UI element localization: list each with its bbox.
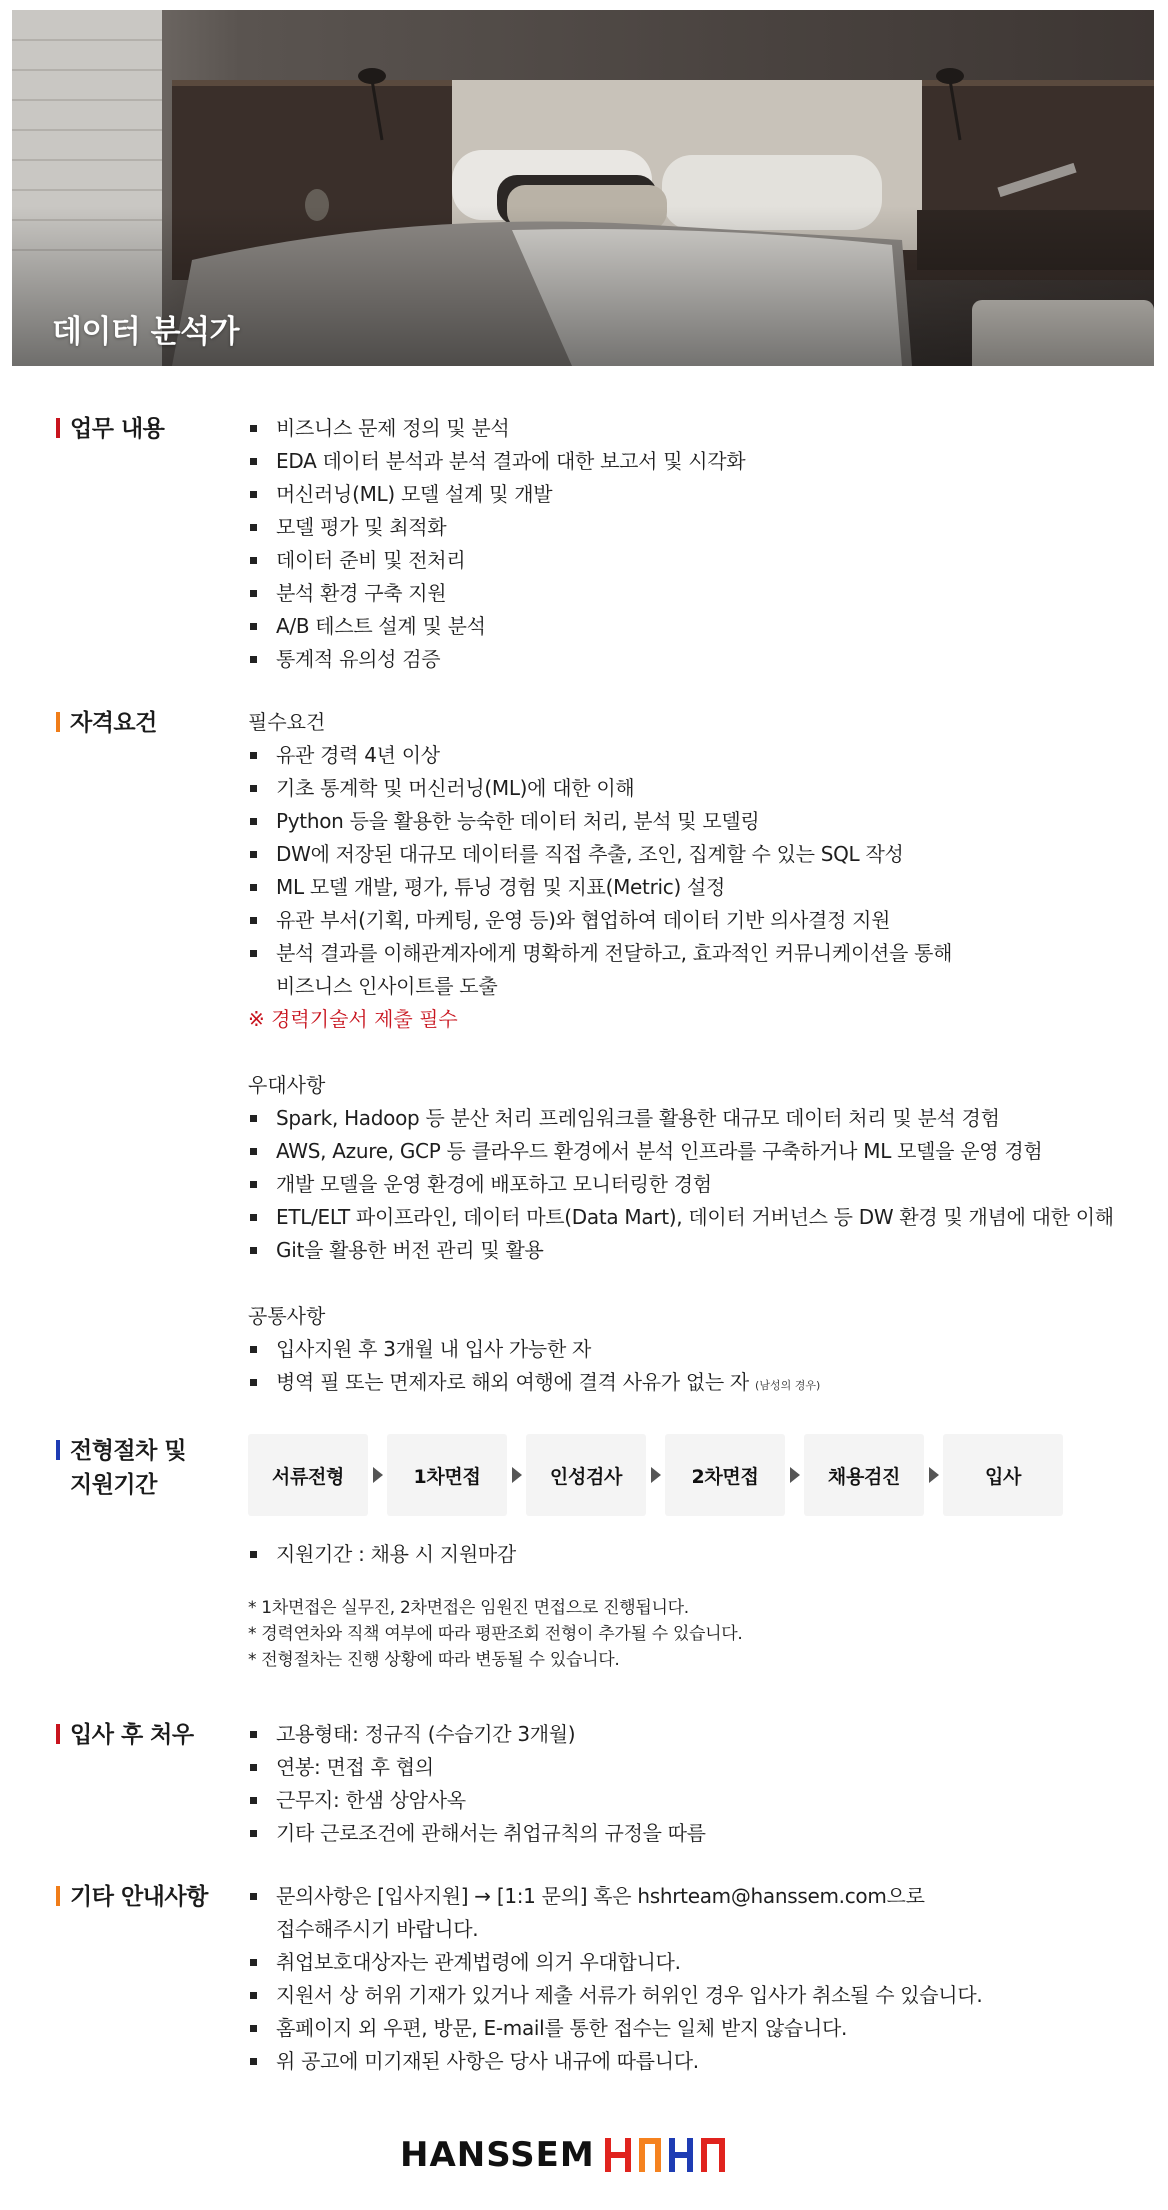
list-item: 지원서 상 허위 기재가 있거나 제출 서류가 허위인 경우 입사가 취소될 수 있습니다. — [248, 1979, 1148, 2012]
footnote: * 전형절차는 진행 상황에 따라 변동될 수 있습니다. — [248, 1650, 620, 1670]
process-step: 인성검사 — [526, 1434, 646, 1516]
list-item: Python 등을 활용한 능숙한 데이터 처리, 분석 및 모델링 — [248, 805, 1148, 838]
required-list — [248, 739, 1148, 937]
list-item: 지원기간 : 채용 시 지원마감 — [248, 1538, 1148, 1571]
list-item: 비즈니스 문제 정의 및 분석 — [248, 412, 1148, 445]
list-item: DW에 저장된 대규모 데이터를 직접 추출, 조인, 집계할 수 있는 SQL 작성 — [248, 838, 1148, 871]
process-step: 입사 — [943, 1434, 1063, 1516]
footnote: * 경력연차와 직책 여부에 따라 평판조회 전형이 추가될 수 있습니다. — [248, 1624, 743, 1644]
arrow-right-icon — [368, 1467, 387, 1483]
list-item: A/B 테스트 설계 및 분석 — [248, 610, 1148, 643]
list-item: 유관 부서(기획, 마케팅, 운영 등)와 협업하여 데이터 기반 의사결정 지원 — [248, 904, 1148, 937]
process-step: 채용검진 — [804, 1434, 924, 1516]
process-step: 서류전형 — [248, 1434, 368, 1516]
process-content — [248, 1434, 1148, 1673]
section-heading: 입사 후 처우 — [56, 1718, 194, 1752]
list-item: EDA 데이터 분석과 분석 결과에 대한 보고서 및 시각화 — [248, 445, 1148, 478]
accent-bar — [56, 418, 60, 438]
list-item: 병역 필 또는 면제자로 해외 여행에 결격 사유가 없는 자 (남성의 경우) — [248, 1366, 1148, 1402]
duties-list — [248, 412, 1148, 676]
list-item: 문의사항은 [입사지원] → [1:1 문의] 혹은 hshrteam@hanssem.com으로 접수해주시기 바랍니다. — [248, 1880, 1148, 1946]
list-item: 머신러닝(ML) 모델 설계 및 개발 — [248, 478, 1148, 511]
qualifications-content — [248, 706, 1148, 1402]
logo-bar — [655, 2138, 661, 2172]
accent-bar — [56, 1724, 60, 1744]
benefits-list — [248, 1718, 1148, 1850]
logo-bar — [625, 2138, 631, 2172]
hero-banner — [12, 10, 1154, 366]
list-item: 개발 모델을 운영 환경에 배포하고 모니터링한 경험 — [248, 1168, 1148, 1201]
preferred-list — [248, 1102, 1148, 1267]
period-list — [248, 1538, 1148, 1571]
list-item: 분석 환경 구축 지원 — [248, 577, 1148, 610]
preferred-title: 우대사항 — [248, 1073, 326, 1097]
accent-bar — [56, 1886, 60, 1906]
list-item: 고용형태: 정규직 (수습기간 3개월) — [248, 1718, 1148, 1751]
accent-bar — [56, 712, 60, 732]
list-item: AWS, Azure, GCP 등 클라우드 환경에서 분석 인프라를 구축하거나 ML 모델을 운영 경험 — [248, 1135, 1148, 1168]
list-item: 홈페이지 외 우편, 방문, E-mail를 통한 접수는 일체 받지 않습니다. — [248, 2012, 1148, 2045]
hanssem-logo — [400, 2135, 725, 2175]
required-title: 필수요건 — [248, 710, 326, 734]
list-item: 근무지: 한샘 상암사옥 — [248, 1784, 1148, 1817]
required-list-last — [248, 937, 1148, 1003]
etc-list — [248, 1946, 1148, 2078]
benefits-content — [248, 1718, 1148, 1850]
arrow-right-icon — [924, 1467, 943, 1483]
list-item: 분석 결과를 이해관계자에게 명확하게 전달하고, 효과적인 커뮤니케이션을 통해 비즈니스 인사이트를 도출 — [248, 937, 1148, 1003]
list-item: 취업보호대상자는 관계법령에 의거 우대합니다. — [248, 1946, 1148, 1979]
required-note: ※ 경력기술서 제출 필수 — [248, 1007, 458, 1031]
list-item: ML 모델 개발, 평가, 튜닝 경험 및 지표(Metric) 설정 — [248, 871, 1148, 904]
list-item: 입사지원 후 3개월 내 입사 가능한 자 — [248, 1333, 1148, 1366]
footnote: * 1차면접은 실무진, 2차면접은 임원진 면접으로 진행됩니다. — [248, 1598, 689, 1618]
logo-bar — [719, 2138, 725, 2172]
duties-content — [248, 412, 1148, 676]
arrow-right-icon — [646, 1467, 665, 1483]
job-title: 데이터 분석가 — [52, 314, 239, 350]
list-item: 기초 통계학 및 머신러닝(ML)에 대한 이해 — [248, 772, 1148, 805]
arrow-right-icon — [785, 1467, 804, 1483]
accent-bar — [56, 1440, 60, 1460]
section-heading: 자격요건 — [56, 706, 157, 740]
etc-content — [248, 1880, 1148, 2078]
section-heading: 전형절차 및 지원기간 — [56, 1434, 186, 1502]
common-list — [248, 1333, 1148, 1402]
section-heading: 기타 안내사항 — [56, 1880, 208, 1914]
logo-bar — [687, 2138, 693, 2172]
list-item: 위 공고에 미기재된 사항은 당사 내규에 따릅니다. — [248, 2045, 1148, 2078]
list-item: 기타 근로조건에 관해서는 취업규칙의 규정을 따름 — [248, 1817, 1148, 1850]
section-heading: 업무 내용 — [56, 412, 164, 446]
list-item: 데이터 준비 및 전처리 — [248, 544, 1148, 577]
common-title: 공통사항 — [248, 1304, 326, 1328]
process-notes — [248, 1595, 1148, 1673]
list-item: 연봉: 면접 후 협의 — [248, 1751, 1148, 1784]
list-item: ETL/ELT 파이프라인, 데이터 마트(Data Mart), 데이터 거버넌스 등 DW 환경 및 개념에 대한 이해 — [248, 1201, 1148, 1234]
process-step: 2차면접 — [665, 1434, 785, 1516]
small-note: (남성의 경우) — [755, 1379, 821, 1392]
list-item: Git을 활용한 버전 관리 및 활용 — [248, 1234, 1148, 1267]
logo-wordmark: HANSSEM — [400, 2135, 595, 2175]
process-step: 1차면접 — [387, 1434, 507, 1516]
logo-mark-icon — [605, 2138, 725, 2172]
arrow-right-icon — [507, 1467, 526, 1483]
etc-list-first — [248, 1880, 1148, 1946]
list-item: Spark, Hadoop 등 분산 처리 프레임워크를 활용한 대규모 데이터 처리 및 분석 경험 — [248, 1102, 1148, 1135]
process-steps — [248, 1434, 1148, 1516]
list-item: 유관 경력 4년 이상 — [248, 739, 1148, 772]
list-item: 모델 평가 및 최적화 — [248, 511, 1148, 544]
list-item: 통계적 유의성 검증 — [248, 643, 1148, 676]
